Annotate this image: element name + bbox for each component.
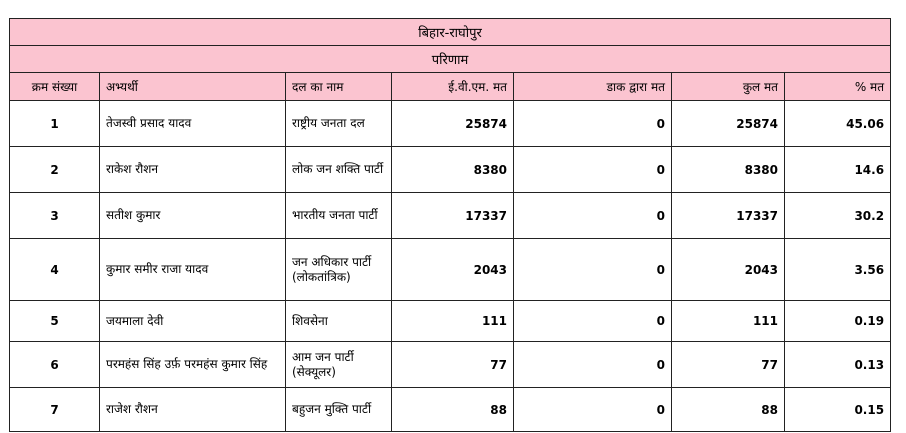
cell-candidate: जयमाला देवी — [100, 301, 286, 342]
cell-percent: 0.13 — [785, 342, 891, 388]
cell-percent: 0.15 — [785, 388, 891, 432]
cell-sno: 3 — [10, 193, 100, 239]
cell-percent: 14.6 — [785, 147, 891, 193]
cell-postal: 0 — [514, 193, 672, 239]
cell-sno: 6 — [10, 342, 100, 388]
cell-evm: 2043 — [392, 239, 514, 301]
header-evm: ई.वी.एम. मत — [392, 73, 514, 101]
cell-total: 17337 — [672, 193, 785, 239]
header-total: कुल मत — [672, 73, 785, 101]
cell-total: 2043 — [672, 239, 785, 301]
cell-evm: 8380 — [392, 147, 514, 193]
page-subtitle: परिणाम — [10, 46, 891, 73]
cell-postal: 0 — [514, 342, 672, 388]
cell-evm: 77 — [392, 342, 514, 388]
cell-postal: 0 — [514, 301, 672, 342]
cell-postal: 0 — [514, 101, 672, 147]
header-row — [10, 73, 891, 101]
cell-candidate: कुमार समीर राजा यादव — [100, 239, 286, 301]
table-row — [10, 388, 891, 432]
cell-total: 25874 — [672, 101, 785, 147]
header-party: दल का नाम — [286, 73, 392, 101]
cell-postal: 0 — [514, 147, 672, 193]
cell-party: भारतीय जनता पार्टी — [286, 193, 392, 239]
cell-postal: 0 — [514, 239, 672, 301]
table-row — [10, 239, 891, 301]
table-row — [10, 301, 891, 342]
cell-candidate: राजेश रौशन — [100, 388, 286, 432]
results-table — [9, 18, 891, 432]
cell-sno: 5 — [10, 301, 100, 342]
table-row — [10, 147, 891, 193]
cell-total: 111 — [672, 301, 785, 342]
cell-postal: 0 — [514, 388, 672, 432]
header-candidate: अभ्यर्थी — [100, 73, 286, 101]
cell-evm: 88 — [392, 388, 514, 432]
table-row — [10, 193, 891, 239]
header-postal: डाक द्वारा मत — [514, 73, 672, 101]
cell-candidate: सतीश कुमार — [100, 193, 286, 239]
cell-party: जन अधिकार पार्टी (लोकतांत्रिक) — [286, 239, 392, 301]
table-row — [10, 101, 891, 147]
cell-total: 77 — [672, 342, 785, 388]
cell-percent: 45.06 — [785, 101, 891, 147]
cell-candidate: तेजस्वी प्रसाद यादव — [100, 101, 286, 147]
page-title: बिहार-राघोपुर — [10, 19, 891, 46]
cell-percent: 0.19 — [785, 301, 891, 342]
header-sno: क्रम संख्या — [10, 73, 100, 101]
cell-candidate: परमहंस सिंह उर्फ़ परमहंस कुमार सिंह — [100, 342, 286, 388]
header-percent: % मत — [785, 73, 891, 101]
cell-sno: 1 — [10, 101, 100, 147]
title-row — [10, 19, 891, 46]
cell-evm: 111 — [392, 301, 514, 342]
cell-sno: 2 — [10, 147, 100, 193]
cell-party: लोक जन शक्ति पार्टी — [286, 147, 392, 193]
subtitle-row — [10, 46, 891, 73]
cell-party: आम जन पार्टी (सेक्यूलर) — [286, 342, 392, 388]
table-row — [10, 342, 891, 388]
cell-percent: 3.56 — [785, 239, 891, 301]
cell-sno: 4 — [10, 239, 100, 301]
cell-percent: 30.2 — [785, 193, 891, 239]
cell-candidate: राकेश रौशन — [100, 147, 286, 193]
cell-sno: 7 — [10, 388, 100, 432]
cell-evm: 25874 — [392, 101, 514, 147]
cell-evm: 17337 — [392, 193, 514, 239]
cell-total: 88 — [672, 388, 785, 432]
cell-party: बहुजन मुक्ति पार्टी — [286, 388, 392, 432]
results-container — [9, 18, 890, 432]
cell-party: शिवसेना — [286, 301, 392, 342]
cell-total: 8380 — [672, 147, 785, 193]
cell-party: राष्ट्रीय जनता दल — [286, 101, 392, 147]
